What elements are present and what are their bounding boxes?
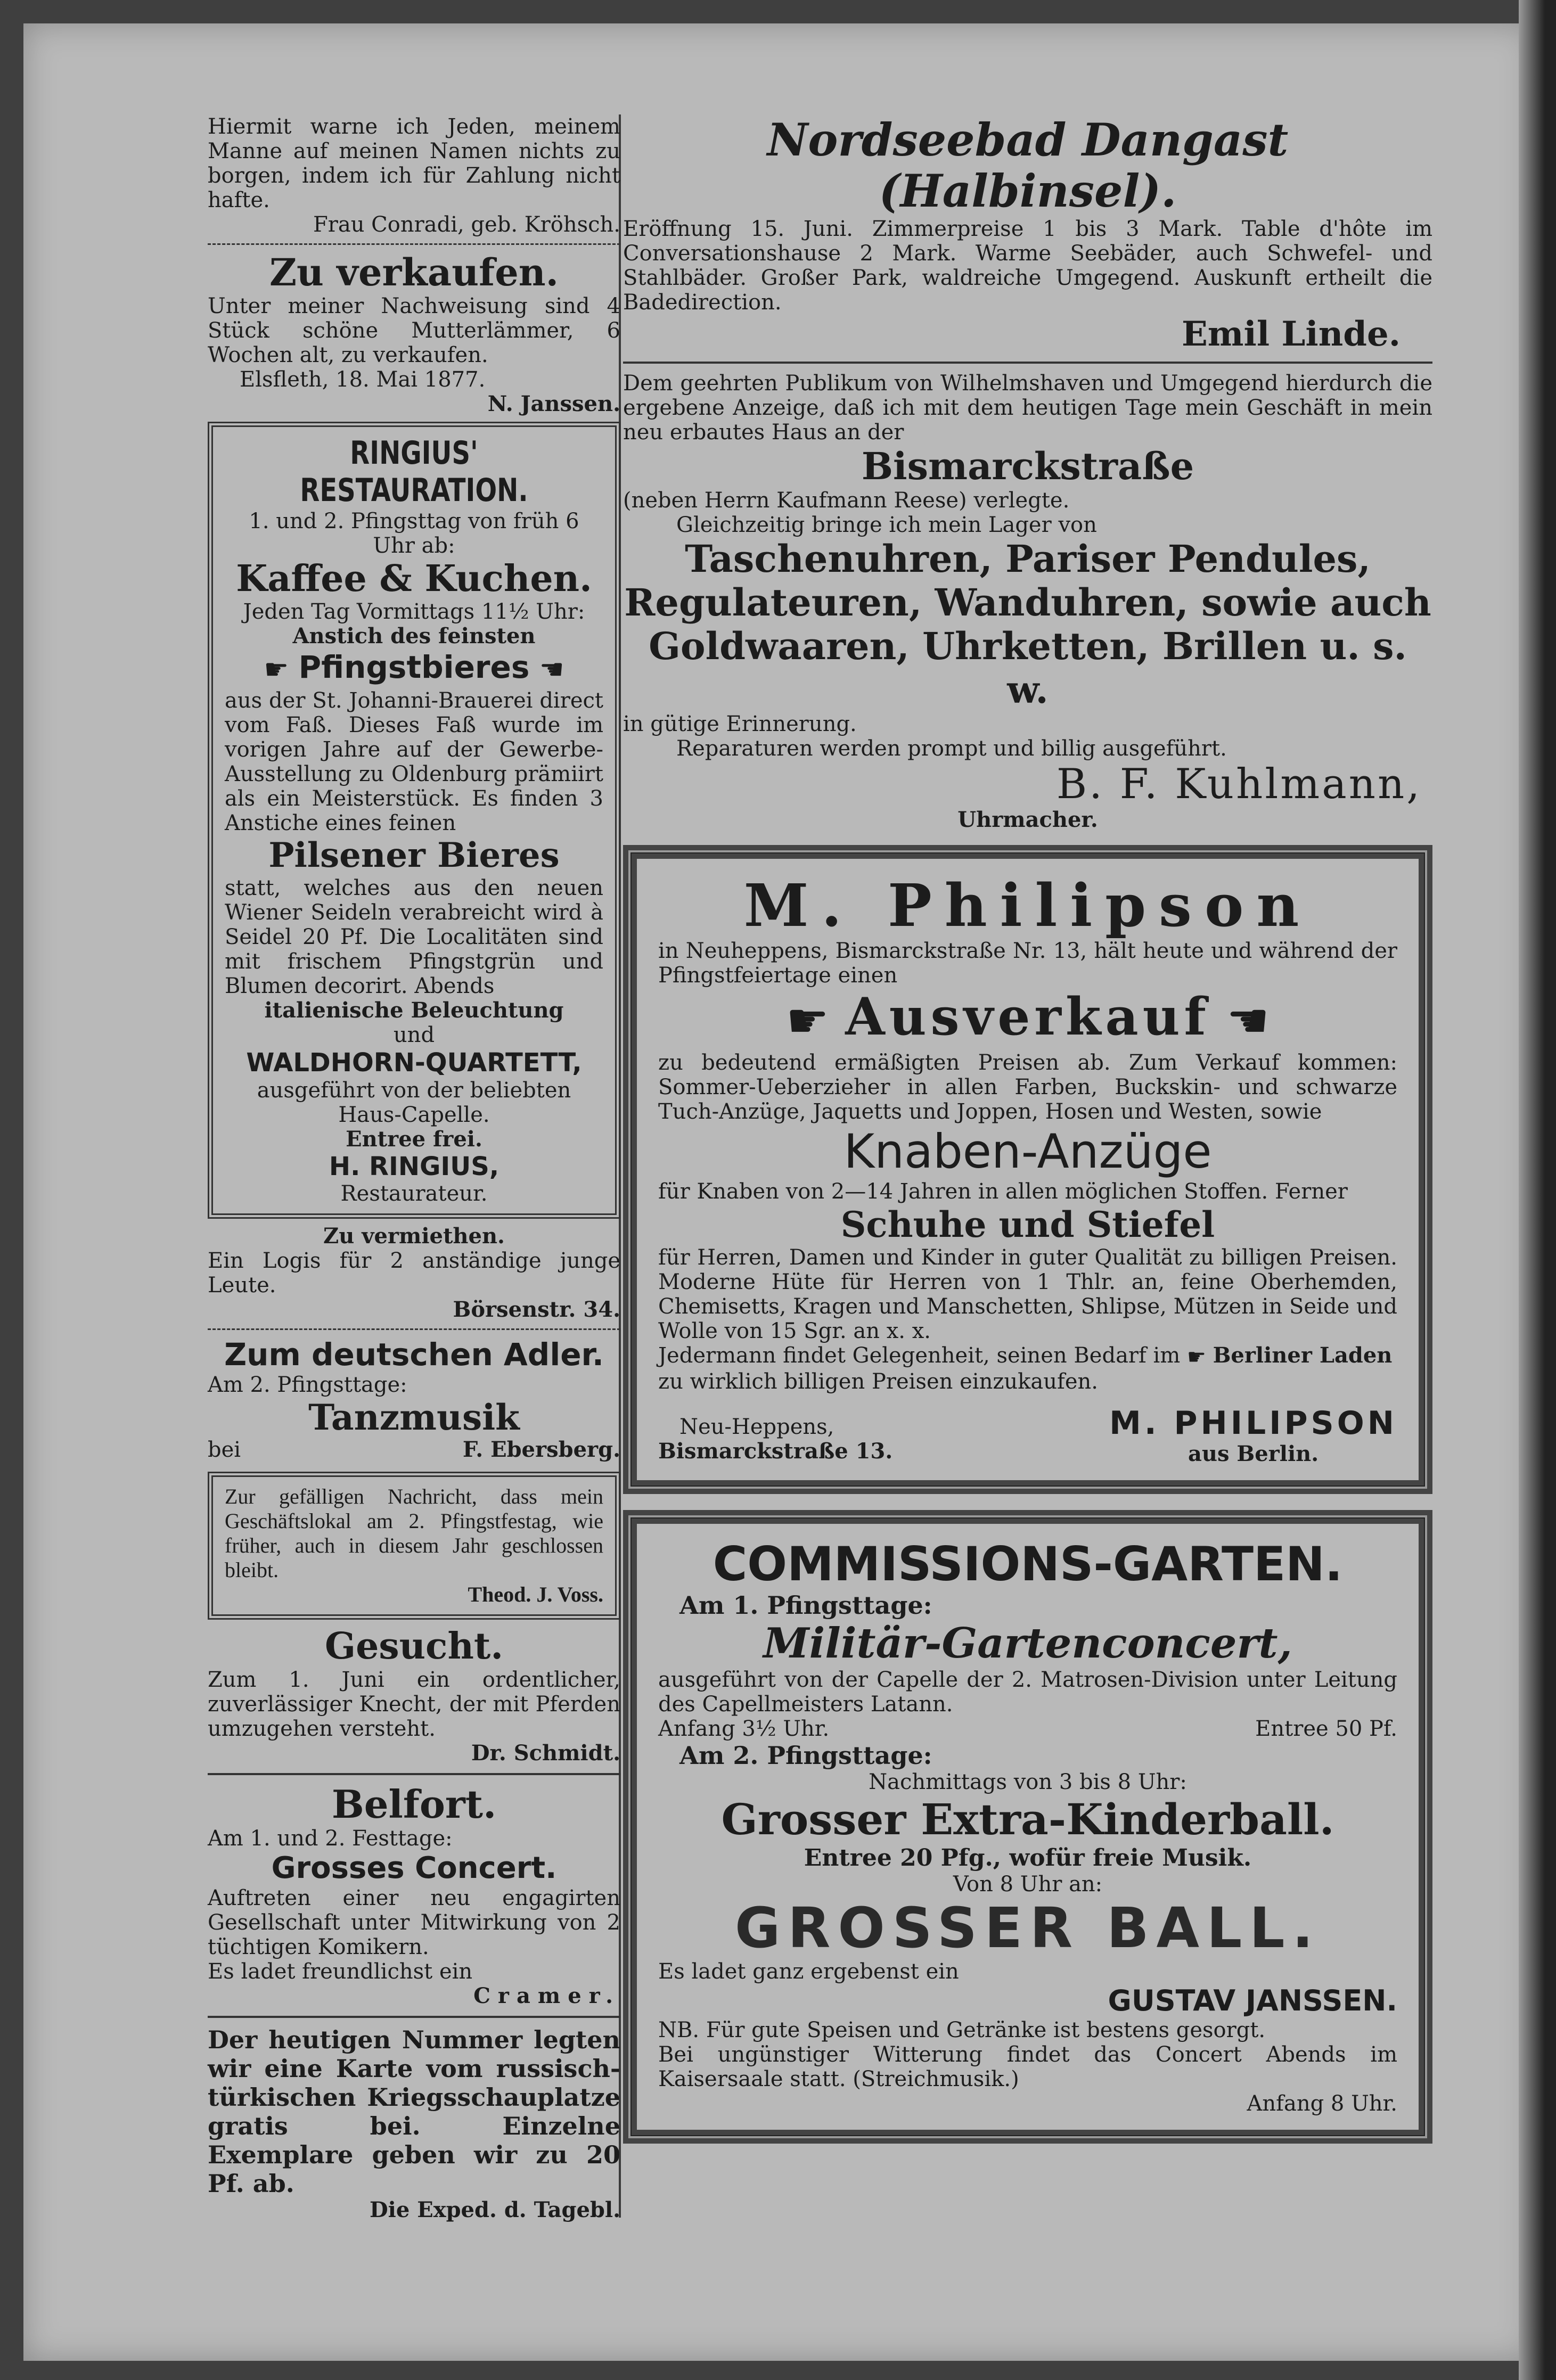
garten-von8: Von 8 Uhr an: (953, 1872, 1103, 1897)
garten-title: COMMISSIONS-GARTEN. (713, 1537, 1343, 1591)
belfort-text: Auftreten einer neu engagirten Gesellschaft unter Mitwirkung von 2 tüchtigen Komikern. (208, 1885, 620, 1959)
divider (208, 243, 620, 245)
philipson-text5a: Jedermann findet Gelegenheit, seinen Bedarf im (658, 1343, 1181, 1368)
belfort-title: Belfort. (331, 1781, 497, 1827)
belfort-intro: Am 1. und 2. Festtage: (208, 1826, 453, 1851)
ringius-title: RINGIUS' RESTAURATION. (300, 434, 528, 509)
kuhlmann-erinnerung: in gütige Erinnerung. (623, 712, 857, 736)
garten-anfang: Anfang 3½ Uhr. (658, 1717, 830, 1741)
adler-bei: bei (208, 1437, 241, 1462)
adler-intro: Am 2. Pfingsttage: (208, 1372, 407, 1397)
philipson-footer (658, 1405, 1397, 1466)
philipson-text5 (658, 1343, 1397, 1369)
ringius-pfingstbier-line (225, 649, 603, 688)
garten-ball: GROSSER BALL. (734, 1895, 1321, 1960)
garten-weather: Bei ungünstiger Witterung findet das Concert Abends im Kaisersaale statt. (Streichmusik.) (658, 2042, 1397, 2091)
karte-notice: Der heutigen Nummer legten wir eine Karte vom russisch-türkischen Kriegsschauplatze gratis bei. Einzelne Exemplare geben wir zu 20 Pf. ab. (208, 2025, 620, 2198)
right-column (623, 114, 1432, 2151)
dangast-signature: Emil Linde. (1182, 314, 1401, 354)
ringius-und: und (393, 1022, 435, 1047)
kuhlmann-lager: Gleichzeitig bringe ich mein Lager von (676, 513, 1097, 537)
sale-signature: N. Janssen. (487, 391, 620, 416)
philipson-text2: zu bedeutend ermäßigten Preisen ab. Zum Verkauf kommen: Sommer-Ueberzieher in allen Farben, Buckskin- und schwarze Tuch-Anzüge, Jaquetts und Joppen, Hosen und Westen, sowie (658, 1051, 1397, 1124)
karte-signature: Die Exped. d. Tagebl. (369, 2197, 620, 2222)
voss-notice (208, 1472, 620, 1620)
ringius-anstich-time: Jeden Tag Vormittags 11½ Uhr: (243, 600, 585, 624)
ringius-entree: Entree frei. (346, 1126, 482, 1152)
garten-ad (623, 1510, 1432, 2144)
belfort-invite: Es ladet freundlichst ein (208, 1959, 473, 1984)
pointing-hand-right-icon: ☛ (264, 653, 289, 686)
divider (208, 1328, 620, 1330)
ringius-body1: aus der St. Johanni-Brauerei direct vom Faß. Dieses Faß wurde im vorigen Jahre auf der Gewerbe-Ausstellung zu Oldenburg prämiirt als ein Meisterstück. Es finden 3 Anstiche eines feinen (225, 688, 603, 835)
gesucht-text: Zum 1. Juni ein ordentlicher, zuverlässiger Knecht, der mit Pferden umzugehen versteht. (208, 1667, 620, 1741)
gesucht-title: Gesucht. (325, 1624, 503, 1668)
warning-notice: Hiermit warne ich Jeden, meinem Manne auf meinen Namen nichts zu borgen, indem ich für Zahlung nicht hafte. (208, 114, 620, 212)
ringius-quartett: WALDHORN-QUARTETT, (246, 1047, 582, 1078)
kuhlmann-reparaturen: Reparaturen werden prompt und billig ausgeführt. (676, 736, 1227, 761)
philipson-schuhe: Schuhe und Stiefel (840, 1204, 1215, 1245)
dangast-text: Eröffnung 15. Juni. Zimmerpreise 1 bis 3 Mark. Table d'hôte im Conversationshause 2 Mark. Warme Seebäder, auch Schwefel- und Stahlbäder. Großer Park, waldreiche Umgegend. Auskunft ertheilt die Badedirection. (623, 217, 1432, 315)
philipson-laden: Berliner Laden (1213, 1343, 1393, 1368)
pointing-hand-right-icon: ☛ (786, 993, 829, 1049)
divider (208, 1773, 620, 1775)
philipson-place: Neu-Heppens, (679, 1415, 834, 1439)
ringius-ausgefuehrt: ausgeführt von der beliebten Haus-Capelle. (257, 1078, 571, 1127)
philipson-address-block (658, 1415, 892, 1464)
ringius-kaffee: Kaffee & Kuchen. (236, 557, 592, 600)
kuhlmann-street: Bismarckstraße (861, 444, 1194, 488)
garten-entree: Entree 50 Pf. (1255, 1717, 1397, 1741)
garten-nb: NB. Für gute Speisen und Getränke ist bestens gesorgt. (658, 2018, 1266, 2042)
ringius-anstich: Anstich des feinsten (292, 623, 536, 649)
philipson-text3: für Knaben von 2—14 Jahren in allen möglichen Stoffen. Ferner (658, 1179, 1348, 1204)
garten-nachmittags: Nachmittags von 3 bis 8 Uhr: (869, 1770, 1187, 1794)
pointing-hand-right-icon: ☛ (1187, 1345, 1206, 1369)
kuhlmann-neben: (neben Herrn Kaufmann Reese) verlegte. (623, 488, 1070, 513)
philipson-ausverkauf: Ausverkauf (845, 987, 1210, 1047)
voss-text: Zur gefälligen Nachricht, dass mein Geschäftslokal am 2. Pfingstfestag, wie früher, auch in diesem Jahr geschlossen bleibt. (225, 1484, 603, 1582)
kuhlmann-role: Uhrmacher. (957, 807, 1098, 832)
garten-anfang8: Anfang 8 Uhr. (1247, 2091, 1397, 2116)
pointing-hand-left-icon: ☚ (539, 653, 564, 686)
garten-day1: Am 1. Pfingsttage: (679, 1591, 932, 1620)
philipson-signature: M. PHILIPSON (1109, 1405, 1397, 1442)
divider (208, 2016, 620, 2018)
philipson-ad (623, 845, 1432, 1494)
philipson-sign-block (1109, 1405, 1397, 1466)
warning-signature: Frau Conradi, geb. Kröhsch. (313, 212, 620, 237)
belfort-concert: Grosses Concert. (271, 1850, 557, 1885)
belfort-signature: Cramer. (473, 1983, 620, 2008)
garten-kinderball: Grosser Extra-Kinderball. (721, 1794, 1334, 1844)
adler-host-row (208, 1438, 620, 1462)
philipson-text4: für Herren, Damen und Kinder in guter Qualität zu billigen Preisen. Moderne Hüte für Herren von 1 Thlr. an, feine Oberhemden, Chemisetts, Kragen und Manschetten, Shlipse, Mützen in Seide und Wolle von 15 Sgr. an x. x. (658, 1245, 1397, 1343)
sale-text: Unter meiner Nachweisung sind 4 Stück schöne Mutterlämmer, 6 Wochen alt, zu verkaufen. (208, 294, 620, 367)
garten-entree2: Entree 20 Pfg., wofür freie Musik. (804, 1844, 1252, 1872)
garten-times-row (658, 1717, 1397, 1741)
ringius-body2: statt, welches aus den neuen Wiener Seideln verabreicht wird à Seidel 20 Pf. Die Localitäten sind mit frischem Pfingstgrün und Blumen decorirt. Abends (225, 875, 603, 998)
adler-host: F. Ebersberg. (462, 1437, 620, 1462)
voss-signature: Theod. J. Voss. (468, 1582, 603, 1606)
book-spine-edge (1519, 0, 1556, 2380)
left-column (208, 114, 620, 2222)
adler-title: Zum deutschen Adler. (224, 1336, 604, 1373)
ringius-ad (208, 422, 620, 1219)
ringius-intro: 1. und 2. Pfingsttag von früh 6 Uhr ab: (249, 509, 579, 558)
garten-signature: GUSTAV JANSSEN. (1108, 1984, 1397, 2017)
dangast-title: Nordseebad Dangast (Halbinsel). (767, 113, 1289, 217)
philipson-knaben: Knaben-Anzüge (843, 1124, 1212, 1179)
ringius-pilsener: Pilsener Bieres (268, 835, 560, 875)
garten-day2: Am 2. Pfingsttage: (679, 1741, 932, 1770)
ringius-beleuchtung: italienische Beleuchtung (264, 997, 564, 1023)
pointing-hand-left-icon: ☚ (1226, 993, 1270, 1049)
philipson-from: aus Berlin. (1188, 1441, 1319, 1466)
ringius-pfingstbier: Pfingstbieres (298, 649, 530, 685)
kuhlmann-signature: B. F. Kuhlmann, (1056, 760, 1422, 808)
garten-concert: Militär-Gartenconcert, (763, 1619, 1292, 1668)
ringius-role: Restaurateur. (340, 1181, 488, 1206)
philipson-address: Bismarckstraße 13. (658, 1439, 893, 1464)
kuhlmann-goods: Taschenuhren, Pariser Pendules, Regulateuren, Wanduhren, sowie auch Goldwaaren, Uhrketten, Brillen u. s. w. (624, 537, 1431, 712)
philipson-text1: in Neuheppens, Bismarckstraße Nr. 13, hält heute und während der Pfingstfeiertage einen (658, 939, 1397, 988)
garten-ausgefuehrt: ausgeführt von der Capelle der 2. Matrosen-Division unter Leitung des Capellmeisters Latann. (658, 1668, 1397, 1717)
logis-address: Börsenstr. 34. (453, 1296, 620, 1322)
adler-tanzmusik: Tanzmusik (308, 1396, 520, 1438)
divider (623, 362, 1432, 364)
gesucht-signature: Dr. Schmidt. (471, 1740, 620, 1766)
ringius-signature: H. RINGIUS, (329, 1151, 499, 1181)
logis-text: Ein Logis für 2 anständige junge Leute. (208, 1248, 620, 1298)
philipson-text5c: zu wirklich billigen Preisen einzukaufen. (658, 1369, 1098, 1394)
philipson-ausverkauf-line (658, 988, 1397, 1051)
philipson-title: M. Philipson (743, 871, 1312, 940)
logis-title: Zu vermiethen. (323, 1223, 505, 1249)
sale-title: Zu verkaufen. (269, 250, 559, 294)
sale-place-date: Elsfleth, 18. Mai 1877. (240, 367, 486, 392)
garten-invite: Es ladet ganz ergebenst ein (658, 1959, 959, 1984)
kuhlmann-text: Dem geehrten Publikum von Wilhelmshaven und Umgegend hierdurch die ergebene Anzeige, daß ich mit dem heutigen Tage mein Geschäft in mein neu erbautes Haus an der (623, 371, 1432, 445)
